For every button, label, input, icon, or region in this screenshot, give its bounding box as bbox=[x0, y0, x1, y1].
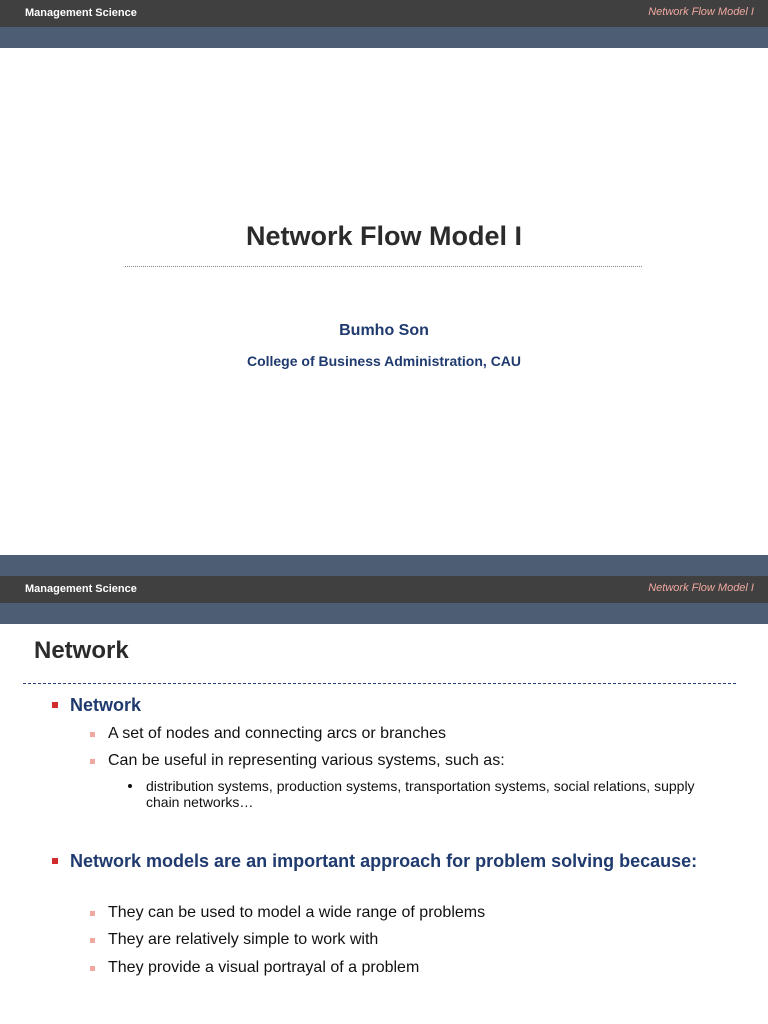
slide2-header-bar bbox=[0, 576, 768, 603]
sub-bullet bbox=[108, 904, 485, 922]
slide1-header-bar bbox=[0, 0, 768, 27]
slide-title: Network Flow Model I bbox=[245, 221, 522, 251]
slide1-accent-band bbox=[0, 27, 768, 48]
square-bullet-icon bbox=[90, 911, 95, 916]
round-bullet-icon bbox=[128, 784, 132, 788]
square-bullet-icon bbox=[52, 702, 58, 708]
sub-bullet-text: A set of nodes and connecting arcs or branches bbox=[108, 725, 446, 742]
title-divider bbox=[23, 683, 736, 684]
bullet-network-models bbox=[70, 850, 710, 873]
square-bullet-icon bbox=[90, 759, 95, 764]
course-name: Management Science bbox=[25, 7, 137, 19]
sub-bullet-text: Can be useful in representing various systems, such as: bbox=[108, 752, 505, 769]
square-bullet-icon bbox=[52, 858, 58, 864]
bullet-text: Network bbox=[70, 695, 142, 715]
sub-sub-bullet bbox=[146, 778, 706, 810]
sub-bullet-text: They provide a visual portrayal of a problem bbox=[108, 959, 420, 976]
slide-title: Network bbox=[34, 637, 129, 664]
square-bullet-icon bbox=[90, 938, 95, 943]
sub-bullet bbox=[108, 725, 446, 743]
sub-bullet bbox=[108, 959, 419, 977]
bullet-network bbox=[70, 694, 710, 717]
author-name: Bumho Son bbox=[339, 322, 429, 339]
header-topic: Network Flow Model I bbox=[648, 582, 754, 594]
slide2-accent-band-top bbox=[0, 555, 768, 576]
sub-bullet bbox=[108, 752, 505, 770]
sub-sub-bullet-text: distribution systems, production systems, transportation systems, social relations, supply chain networks… bbox=[146, 778, 695, 810]
sub-bullet-text: They are relatively simple to work with bbox=[108, 931, 379, 948]
sub-bullet bbox=[108, 931, 378, 949]
course-name: Management Science bbox=[25, 583, 137, 595]
slide2-accent-band bbox=[0, 603, 768, 624]
square-bullet-icon bbox=[90, 966, 95, 971]
header-topic: Network Flow Model I bbox=[648, 6, 754, 18]
title-divider bbox=[125, 266, 642, 267]
author-affiliation: College of Business Administration, CAU bbox=[246, 353, 522, 369]
square-bullet-icon bbox=[90, 732, 95, 737]
sub-bullet-text: They can be used to model a wide range of problems bbox=[108, 904, 486, 921]
bullet-text: Network models are an important approach for problem solving because: bbox=[70, 851, 698, 871]
